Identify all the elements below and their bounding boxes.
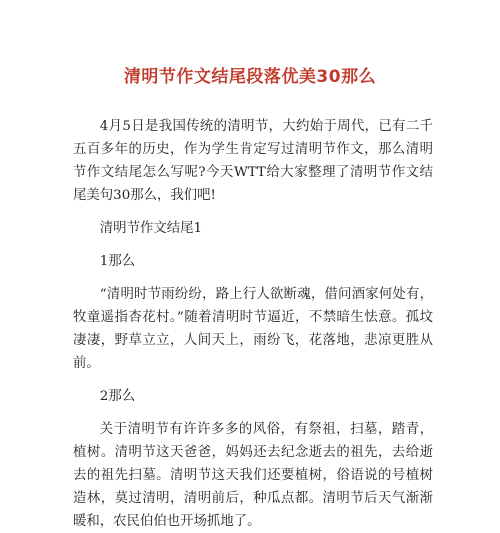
section-heading: 清明节作文结尾1: [99, 221, 203, 236]
document-title: 清明节作文结尾段落优美30那么: [123, 67, 377, 87]
intro-paragraph: 4月5日是我国传统的清明节，大约始于周代，已有二千五百多年的历史，作为学生肯定写过清明节作文，那么清明节作文结尾怎么写呢?今天WTT给大家整理了清明节作文结尾美句30那么，我们吧!: [73, 119, 433, 203]
document-body: [73, 115, 433, 533]
item-heading-2: 2那么: [99, 389, 136, 404]
item-heading-1: 1那么: [99, 254, 136, 269]
item-paragraph-1: “清明时节雨纷纷，路上行人欲断魂，借问酒家何处有，牧童遥指杏花村。”随着清明时节逼近，不禁暗生怯意。孤坟凄凄，野草立立，人间天上，雨纷飞，花落地，悲凉更胜从前。: [73, 287, 433, 371]
item-paragraph-2: 关于清明节有许许多多的风俗，有祭祖，扫墓，踏青，植树。清明节这天爸爸，妈妈还去纪念逝去的祖先，去给逝去的祖先扫墓。清明节这天我们还要植树，俗语说的号植树造林，莫过清明，清明前后，种瓜点都。清明节后天气渐渐暖和，农民伯伯也开场抓地了。: [73, 422, 433, 529]
